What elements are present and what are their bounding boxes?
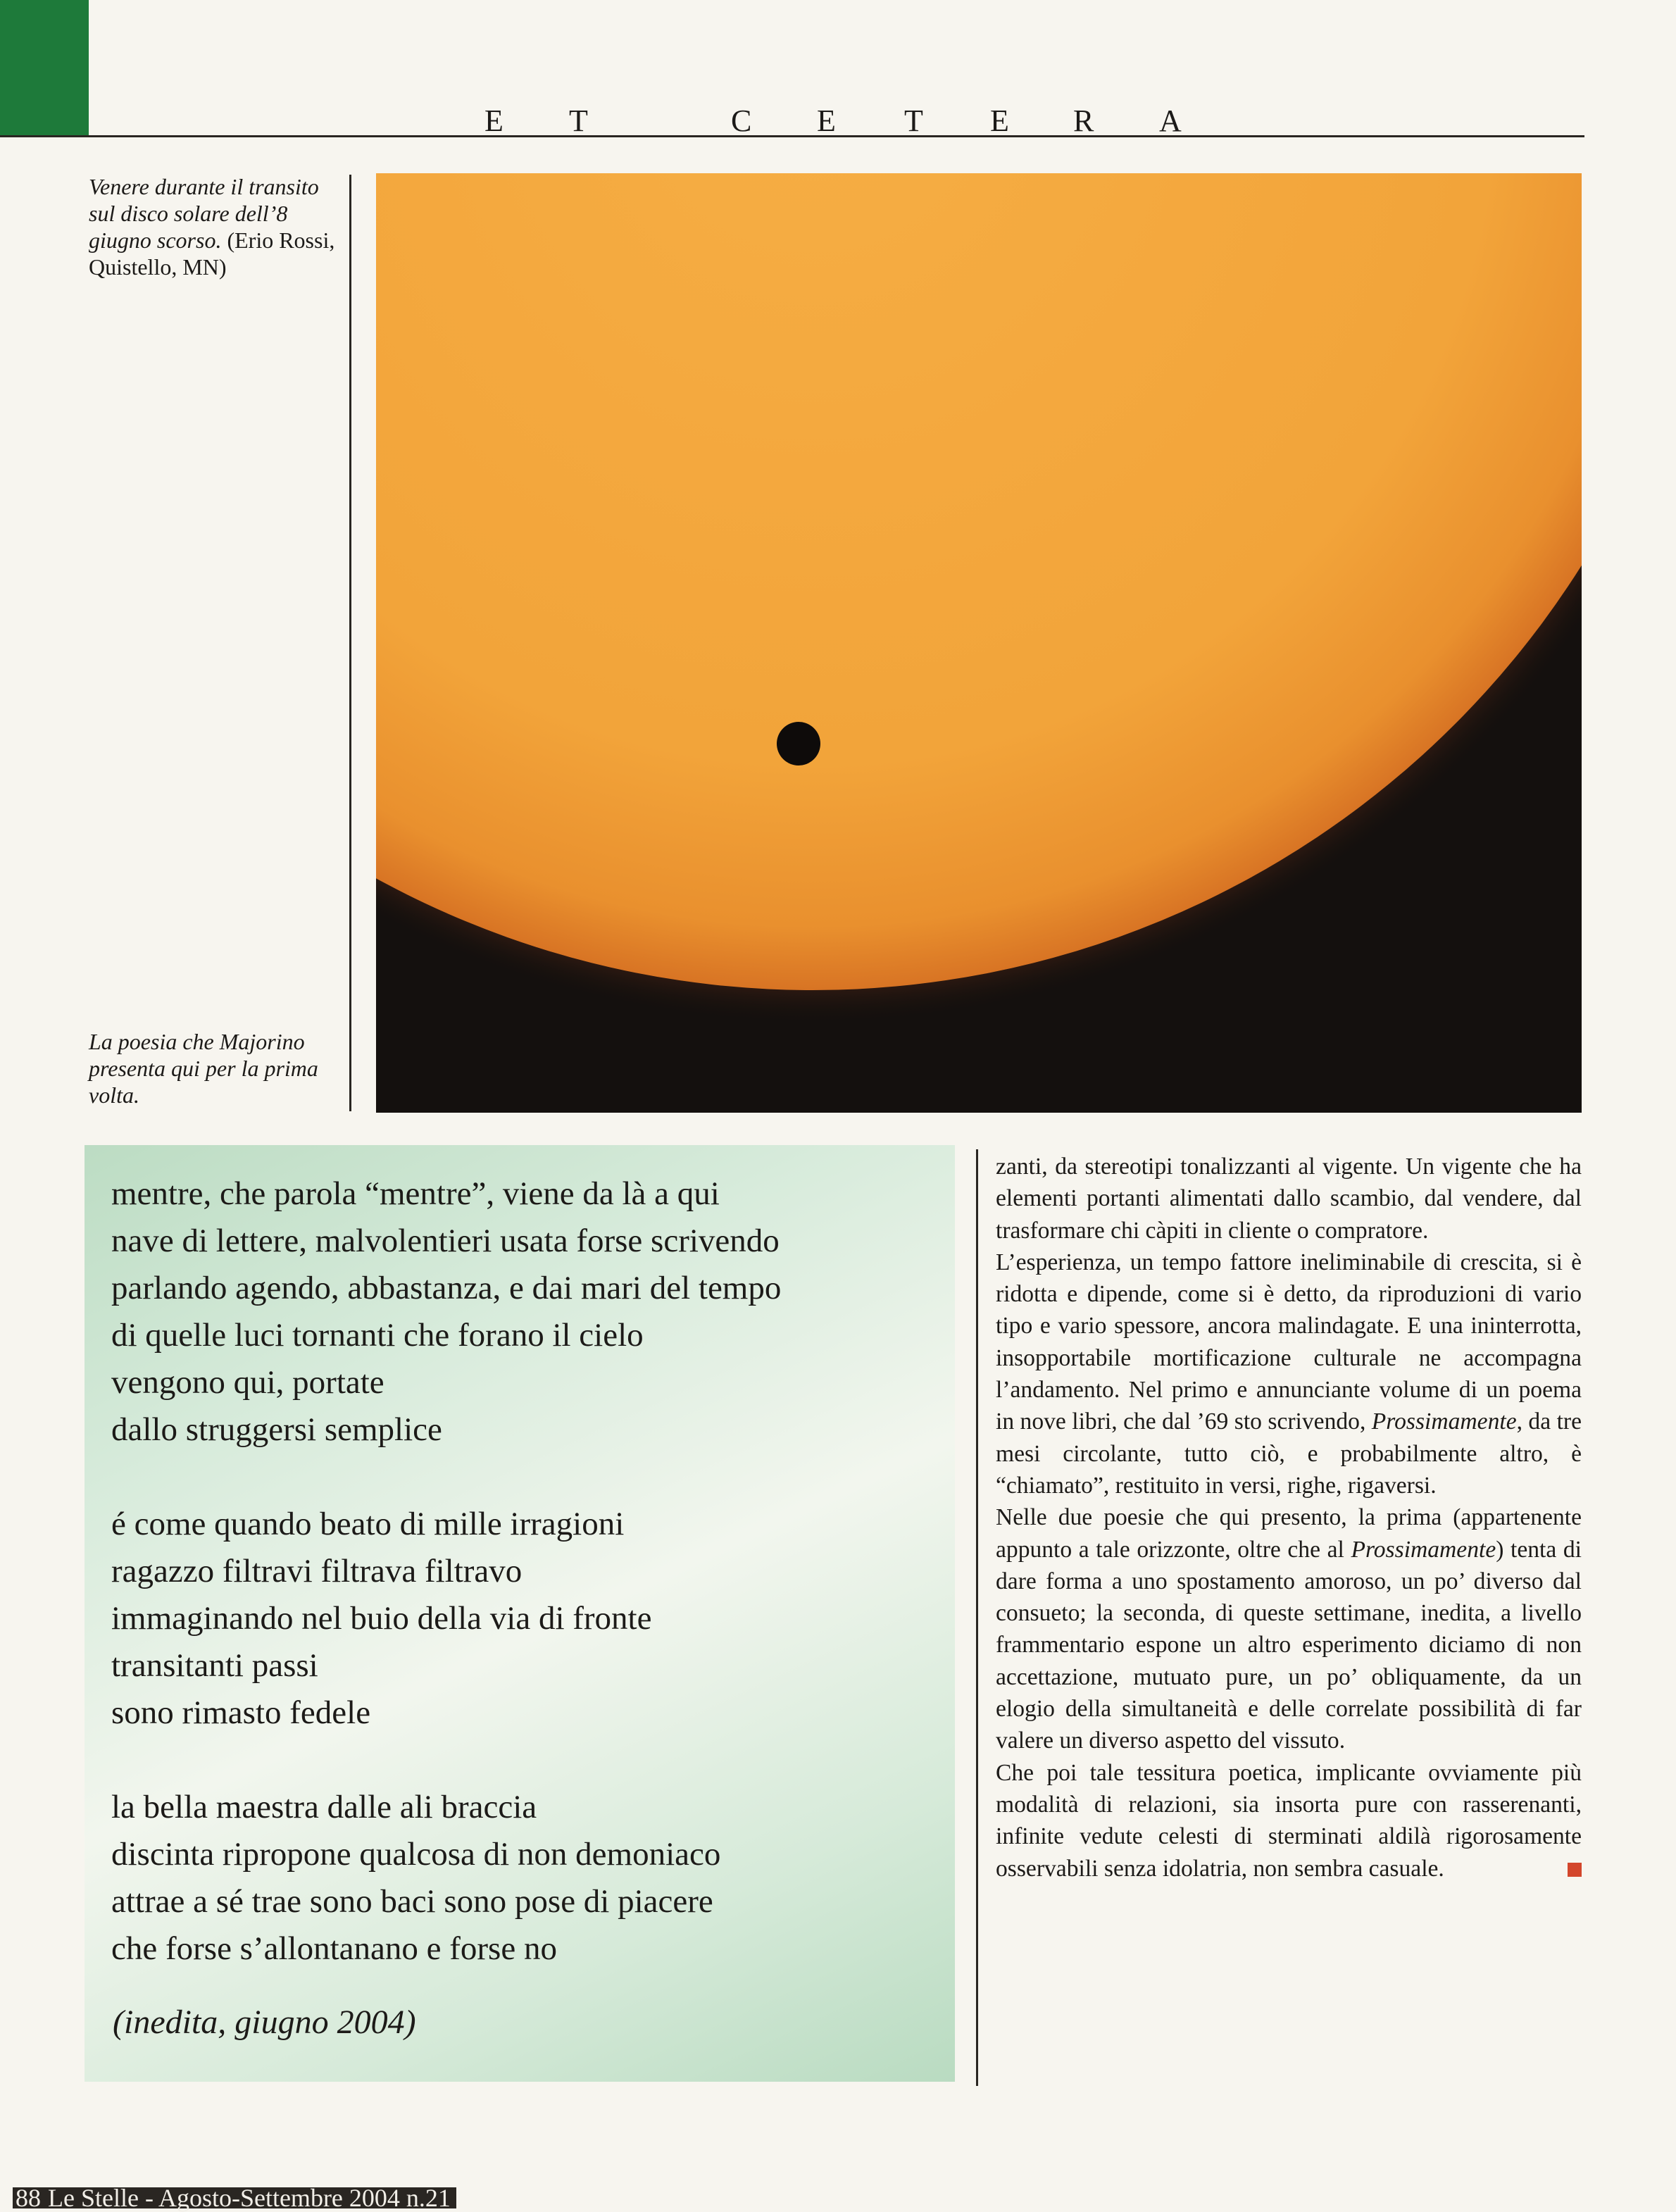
photo-caption-text: Venere durante il transito sul disco solare dell’8 giugno scorso. — [89, 174, 319, 253]
poem-line: vengono qui, portate — [111, 1364, 384, 1401]
venus-transit-image — [376, 173, 1582, 1113]
poem-line: attrae a sé trae sono baci sono pose di piacere — [111, 1883, 713, 1920]
poem-line: dallo struggersi semplice — [111, 1411, 442, 1448]
running-head-letter: C — [731, 104, 753, 138]
venus-transit-photo — [376, 173, 1582, 1113]
poem-line: di quelle luci tornanti che forano il cielo — [111, 1317, 644, 1354]
poem-stanza — [111, 1501, 942, 1737]
poem-line: che forse s’allontanano e forse no — [111, 1930, 557, 1967]
venus-silhouette — [777, 722, 820, 766]
poem-line: sono rimasto fedele — [111, 1694, 371, 1731]
running-head-letter: E — [484, 104, 505, 138]
running-head-letter: T — [904, 104, 925, 138]
running-head-letter: T — [569, 104, 589, 138]
poem-date-note: (inedita, giugno 2004) — [113, 2004, 416, 2041]
section-color-tab — [0, 0, 89, 137]
page-number: 88 — [15, 2184, 41, 2212]
poem-line: discinta ripropone qualcosa di non demoniaco — [111, 1836, 721, 1873]
book-title: Prossimamente — [1351, 1536, 1496, 1563]
poem-stanza — [111, 1170, 942, 1454]
header-rule — [0, 135, 1584, 137]
essay-paragraph: zanti, da stereotipi tonalizzanti al vigente. Un vigente che ha elementi portanti alimentati dallo scambio, dal vendere, dal trasformare chi càpiti in cliente o compratore. — [996, 1154, 1582, 1244]
essay-text: ) tenta di dare forma a uno spostamento amoroso, un po’ diverso dal consueto; la seconda, di queste settimane, inedita, a livello frammentario espone un altro esperimento diciamo di non accettazione, mutuato pure, un po’ obliquamente, da un elogio della simultaneità e delle correlate possibilità di far valere un diverso aspetto del vissuto. — [996, 1536, 1582, 1754]
photo-caption — [89, 173, 335, 280]
essay-paragraph — [996, 1757, 1582, 1885]
poem — [111, 1170, 942, 2020]
photo-credit: (Erio Rossi, Quistello, MN) — [89, 227, 335, 280]
essay-column — [996, 1151, 1582, 1885]
running-head-letter: E — [817, 104, 837, 138]
essay-text: , da tre mesi circolante, tutto ciò, e probabilmente altro, è “chiamato”, restituito in versi, righe, rigaversi. — [996, 1408, 1582, 1499]
poem-line: immaginando nel buio della via di fronte — [111, 1600, 652, 1637]
running-head-letter: A — [1159, 104, 1183, 138]
essay-text: Nelle due poesie che qui presento, la prima (appartenente appunto a tale orizzonte, oltre che al — [996, 1504, 1582, 1563]
publication-info: Le Stelle - Agosto-Settembre 2004 n.21 — [48, 2184, 451, 2212]
poem-line: parlando agendo, abbastanza, e dai mari del tempo — [111, 1270, 782, 1306]
end-of-article-mark — [1568, 1863, 1582, 1877]
poem-box — [85, 1145, 955, 2082]
running-head-letter: E — [990, 104, 1011, 138]
essay-text: L’esperienza, un tempo fattore ineliminabile di crescita, si è ridotta e dipende, come si è detto, da riproduzioni di vario tipo e vario spessore, ancora malindagate. E una ininterrotta, insopportabile mortificazione culturale ne accompagna l’andamento. Nel primo e annunciante volume di un poema in nove libri, che dal ’69 sto scrivendo, — [996, 1249, 1582, 1435]
column-divider — [976, 1149, 978, 2086]
book-title: Prossimamente — [1371, 1408, 1517, 1435]
essay-paragraph — [996, 1501, 1582, 1756]
poem-line: nave di lettere, malvolentieri usata forse scrivendo — [111, 1223, 780, 1259]
poem-caption: La poesia che Majorino presenta qui per la prima volta. — [89, 1029, 318, 1108]
running-head-letter: R — [1073, 104, 1096, 138]
poem-line: la bella maestra dalle ali braccia — [111, 1789, 537, 1825]
poem-line: ragazzo filtravi filtrava filtravo — [111, 1553, 523, 1589]
caption-divider — [349, 175, 351, 1111]
essay-paragraph — [996, 1246, 1582, 1501]
poem-line: transitanti passi — [111, 1647, 318, 1684]
essay-text: Che poi tale tessitura poetica, implicante ovviamente più modalità di relazioni, sia insorta pure con rasserenanti, infinite vedute celesti di sterminati aldilà rigorosamente osservabili senza idolatria, non sembra casuale. — [996, 1759, 1582, 1882]
poem-line: mentre, che parola “mentre”, viene da là a qui — [111, 1175, 720, 1212]
poem-stanza — [111, 1784, 942, 1973]
poem-line: é come quando beato di mille irragioni — [111, 1506, 625, 1542]
